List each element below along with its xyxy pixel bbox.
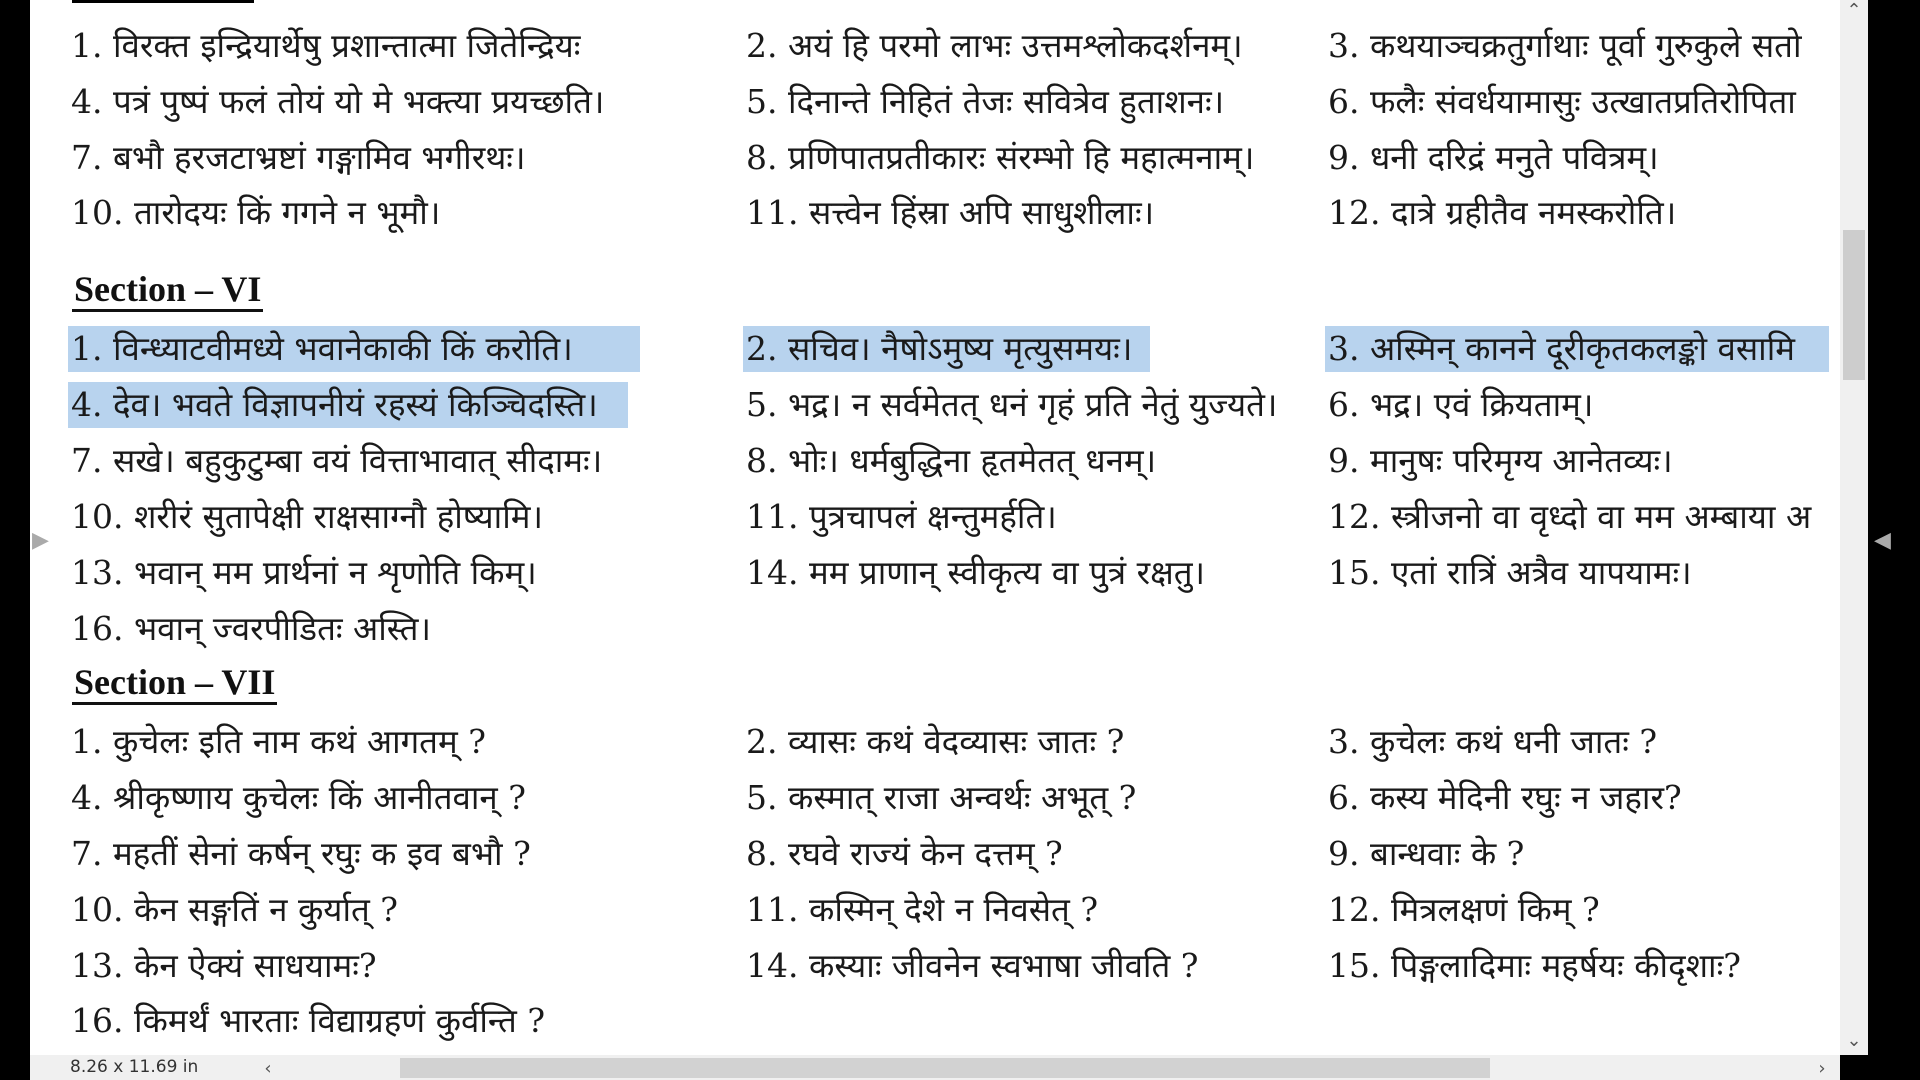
list-item[interactable]: 3. कुचेलः कथं धनी जातः ?: [1328, 722, 1658, 761]
document-page: [30, 0, 1840, 1055]
scroll-down-icon[interactable]: ⌄: [1846, 1030, 1862, 1051]
list-item-selected[interactable]: 3. अस्मिन् कानने दूरीकृतकलङ्को वसामि: [1325, 326, 1829, 372]
list-item[interactable]: 12. दात्रे ग्रहीतैव नमस्करोति।: [1328, 193, 1677, 232]
horizontal-scrollbar-thumb[interactable]: [400, 1058, 1490, 1078]
list-item[interactable]: 5. कस्मात् राजा अन्वर्थः अभूत् ?: [746, 778, 1137, 817]
list-item[interactable]: 12. स्त्रीजनो वा वृध्दो वा मम अम्बाया अ: [1328, 497, 1812, 536]
list-row: [30, 135, 1840, 187]
list-item[interactable]: 13. भवान् मम प्रार्थनां न शृणोति किम्।: [71, 553, 537, 592]
list-row: [30, 775, 1840, 827]
scroll-up-icon[interactable]: ⌃: [1846, 0, 1862, 21]
list-item[interactable]: 6. कस्य मेदिनी रघुः न जहार?: [1328, 778, 1682, 817]
list-item[interactable]: 15. पिङ्गलादिमाः महर्षयः कीदृशाः?: [1328, 946, 1741, 985]
list-item[interactable]: 7. सखे। बहुकुटुम्बा वयं वित्ताभावात् सीदामः।: [71, 441, 603, 480]
list-row: [30, 190, 1840, 242]
list-item[interactable]: 13. केन ऐक्यं साधयामः?: [71, 946, 377, 985]
section-heading-6: Section – VI: [72, 266, 263, 312]
list-item[interactable]: 10. तारोदयः किं गगने न भूमौ।: [71, 193, 441, 232]
list-row: [30, 943, 1840, 995]
list-item[interactable]: 9. मानुषः परिमृग्य आनेतव्यः।: [1328, 441, 1673, 480]
heading-underline-fragment: [72, 0, 254, 3]
list-item[interactable]: 12. मित्रलक्षणं किम् ?: [1328, 890, 1600, 929]
list-item[interactable]: 8. रघवे राज्यं केन दत्तम् ?: [746, 834, 1063, 873]
list-item-selected[interactable]: 1. विन्ध्याटवीमध्ये भवानेकाकी किं करोति।: [68, 326, 640, 372]
list-item[interactable]: 14. मम प्राणान् स्वीकृत्य वा पुत्रं रक्षतु।: [746, 553, 1206, 592]
list-item[interactable]: 2. अयं हि परमो लाभः उत्तमश्लोकदर्शनम्।: [746, 26, 1243, 65]
list-item[interactable]: 8. प्रणिपातप्रतीकारः संरम्भो हि महात्मनाम्।: [746, 138, 1255, 177]
list-row: [30, 382, 1840, 434]
list-item[interactable]: 7. महतीं सेनां कर्षन् रघुः क इव बभौ ?: [71, 834, 531, 873]
list-item[interactable]: 4. पत्रं पुष्पं फलं तोयं यो मे भक्त्या प्रयच्छति।: [71, 82, 605, 121]
list-item[interactable]: 1. विरक्त इन्द्रियार्थेषु प्रशान्तात्मा जितेन्द्रियः: [71, 26, 581, 65]
list-row: [30, 23, 1840, 75]
list-item-selected[interactable]: 4. देव। भवते विज्ञापनीयं रहस्यं किञ्चिदस्ति।: [68, 382, 628, 428]
list-item[interactable]: 5. भद्र। न सर्वमेतत् धनं गृहं प्रति नेतुं युज्यते।: [746, 385, 1278, 424]
list-item[interactable]: 3. कथयाञ्चक्रतुर्गाथाः पूर्वा गुरुकुले सतो: [1328, 26, 1802, 65]
list-item[interactable]: 10. केन सङ्गतिं न कुर्यात् ?: [71, 890, 398, 929]
list-item[interactable]: 6. फलैः संवर्धयामासुः उत्खातप्रतिरोपिता: [1328, 82, 1796, 121]
list-item[interactable]: 2. व्यासः कथं वेदव्यासः जातः ?: [746, 722, 1125, 761]
list-item[interactable]: 11. पुत्रचापलं क्षन्तुमर्हति।: [746, 497, 1057, 536]
list-row: [30, 79, 1840, 131]
list-item[interactable]: 16. भवान् ज्वरपीडितः अस्ति।: [71, 609, 431, 648]
list-item[interactable]: 9. धनी दरिद्रं मनुते पवित्रम्।: [1328, 138, 1659, 177]
list-item[interactable]: 7. बभौ हरजटाभ्रष्टां गङ्गामिव भगीरथः।: [71, 138, 526, 177]
list-item[interactable]: 5. दिनान्ते निहितं तेजः सवित्रेव हुताशनः।: [746, 82, 1225, 121]
list-row: [30, 831, 1840, 883]
list-item[interactable]: 8. भोः। धर्मबुद्धिना हृतमेतत् धनम्।: [746, 441, 1157, 480]
list-item[interactable]: 16. किमर्थं भारताः विद्याग्रहणं कुर्वन्ति ?: [71, 1001, 546, 1040]
list-row: [30, 438, 1840, 490]
list-row: [30, 998, 1840, 1050]
scroll-left-icon[interactable]: ‹: [264, 1058, 272, 1079]
list-item[interactable]: 4. श्रीकृष्णाय कुचेलः किं आनीतवान् ?: [71, 778, 526, 817]
page-size-indicator: 8.26 x 11.69 in: [70, 1057, 199, 1077]
right-panel-toggle-icon[interactable]: ◀: [1874, 528, 1891, 553]
list-item[interactable]: 6. भद्र। एवं क्रियताम्।: [1328, 385, 1594, 424]
list-item[interactable]: 9. बान्धवाः के ?: [1328, 834, 1525, 873]
list-row: [30, 887, 1840, 939]
list-item[interactable]: 10. शरीरं सुतापेक्षी राक्षसाग्नौ होष्यामि।: [71, 497, 543, 536]
list-row: [30, 494, 1840, 546]
left-panel-toggle-icon[interactable]: ▶: [32, 528, 49, 553]
vertical-scrollbar-thumb[interactable]: [1843, 230, 1865, 380]
list-item[interactable]: 11. सत्त्वेन हिंस्रा अपि साधुशीलाः।: [746, 193, 1155, 232]
list-row: [30, 606, 1840, 658]
list-item[interactable]: 14. कस्याः जीवनेन स्वभाषा जीवति ?: [746, 946, 1199, 985]
list-row: [30, 719, 1840, 771]
list-item[interactable]: 1. कुचेलः इति नाम कथं आगतम् ?: [71, 722, 486, 761]
list-item[interactable]: 11. कस्मिन् देशे न निवसेत् ?: [746, 890, 1099, 929]
list-row: [30, 326, 1840, 378]
vertical-scrollbar[interactable]: [1840, 0, 1868, 1055]
section-heading-7: Section – VII: [72, 659, 277, 705]
scroll-right-icon[interactable]: ›: [1818, 1058, 1826, 1079]
list-item-selected[interactable]: 2. सचिव। नैषोऽमुष्य मृत्युसमयः।: [743, 326, 1150, 372]
list-row: [30, 550, 1840, 602]
list-item[interactable]: 15. एतां रात्रिं अत्रैव यापयामः।: [1328, 553, 1692, 592]
